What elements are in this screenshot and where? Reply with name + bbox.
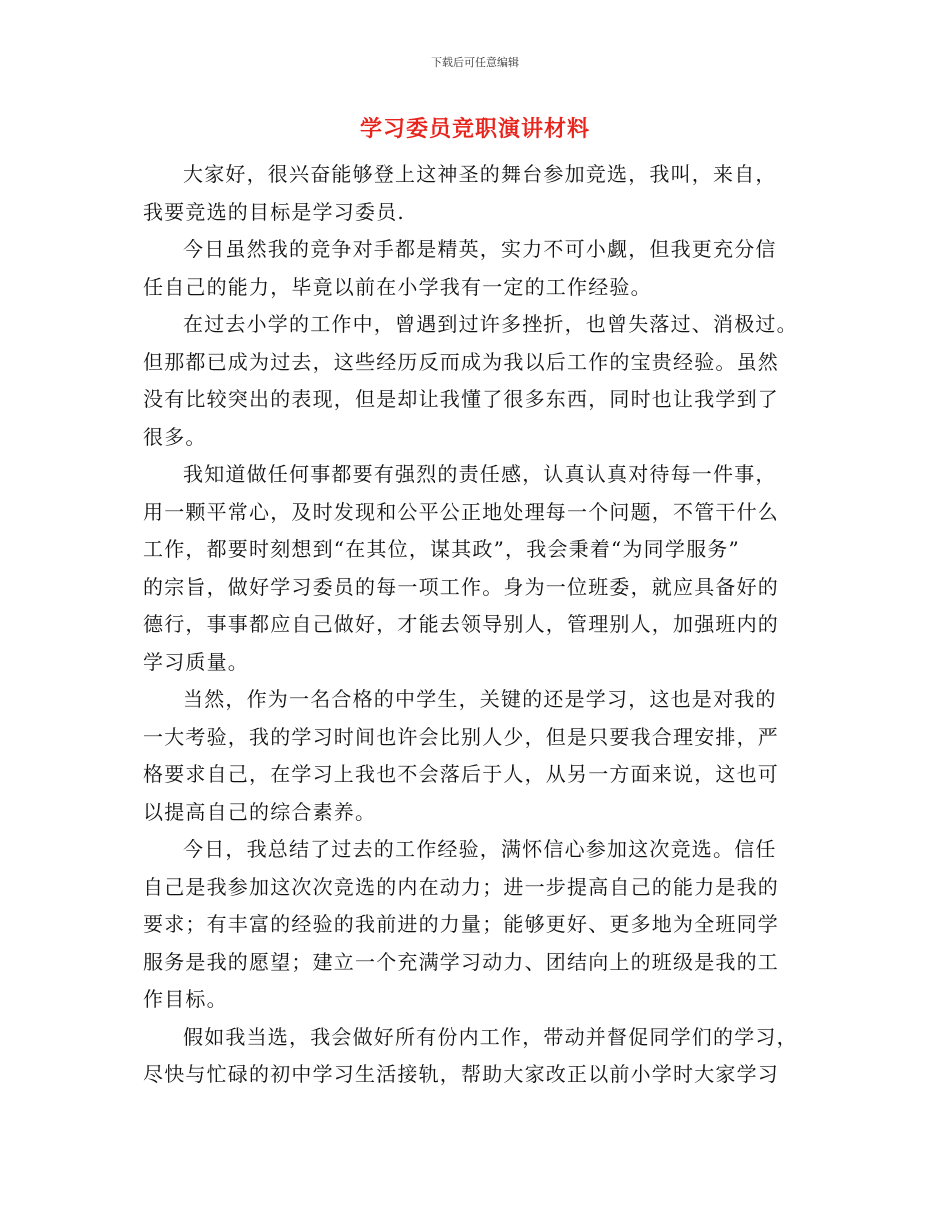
- text-line: 作目标。: [143, 987, 228, 1011]
- text-line: 我要竞选的目标是学习委员.: [143, 199, 405, 224]
- text-line: 当然，作为一名合格的中学生，关键的还是学习，这也是对我的: [183, 687, 777, 711]
- text-line: 格要求自己，在学习上我也不会落后于人，从另一方面来说，这也可: [143, 762, 779, 786]
- paragraph-3: [143, 306, 803, 456]
- text-line: 服务是我的愿望；建立一个充满学习动力、团结向上的班级是我的工: [143, 949, 779, 974]
- paragraph-4: [143, 456, 803, 681]
- text-line: 大家好，很兴奋能够登上这神圣的舞台参加竞选，我叫，来自，: [183, 162, 777, 186]
- text-line: 但那都已成为过去，这些经历反而成为我以后工作的宝贵经验。虽然: [143, 349, 779, 374]
- text-line: 尽快与忙碌的初中学习生活接轨，帮助大家改正以前小学时大家学习: [143, 1062, 779, 1086]
- text-line: 的宗旨，做好学习委员的每一项工作。身为一位班委，就应具备好的: [143, 574, 779, 599]
- text-line: 德行，事事都应自己做好，才能去领导别人，管理别人，加强班内的: [143, 612, 779, 636]
- text-line: 假如我当选，我会做好所有份内工作，带动并督促同学们的学习，: [183, 1024, 798, 1049]
- text-line: 在过去小学的工作中，曾遇到过许多挫折，也曾失落过、消极过。: [183, 312, 798, 336]
- text-line: 自己是我参加这次次竞选的内在动力；进一步提高自己的能力是我的: [143, 874, 779, 899]
- paragraph-6: [143, 831, 803, 1019]
- text-line: 以提高自己的综合素养。: [143, 799, 377, 824]
- text-line: 用一颗平常心，及时发现和公平公正地处理每一个问题，不管干什么: [143, 499, 779, 524]
- document-title: 学习委员竞职演讲材料: [359, 117, 590, 142]
- text-line: 学习质量。: [143, 649, 249, 674]
- paragraph-7: [143, 1019, 803, 1094]
- text-line: 我知道做任何事都要有强烈的责任感，认真认真对待每一件事，: [183, 462, 777, 486]
- text-line: 今日虽然我的竞争对手都是精英，实力不可小觑，但我更充分信: [183, 237, 777, 261]
- text-line: 一大考验，我的学习时间也许会比别人少，但是只要我合理安排，严: [143, 724, 779, 749]
- text-line: 工作，都要时刻想到“在其位，谋其政”，我会秉着“为同学服务”: [143, 537, 740, 561]
- text-line: 没有比较突出的表现，但是却让我懂了很多东西，同时也让我学到了: [143, 387, 779, 411]
- paragraph-1: [143, 156, 803, 231]
- paragraph-2: [143, 231, 803, 306]
- text-line: 今日，我总结了过去的工作经验，满怀信心参加这次竞选。信任: [183, 837, 777, 861]
- paragraph-5: [143, 681, 803, 831]
- text-line: 任自己的能力，毕竟以前在小学我有一定的工作经验。: [143, 274, 652, 299]
- text-line: 很多。: [143, 424, 207, 449]
- header-note: 下载后可任意编辑: [431, 56, 519, 69]
- document-body: [143, 156, 803, 1094]
- text-line: 要求；有丰富的经验的我前进的力量；能够更好、更多地为全班同学: [143, 912, 779, 936]
